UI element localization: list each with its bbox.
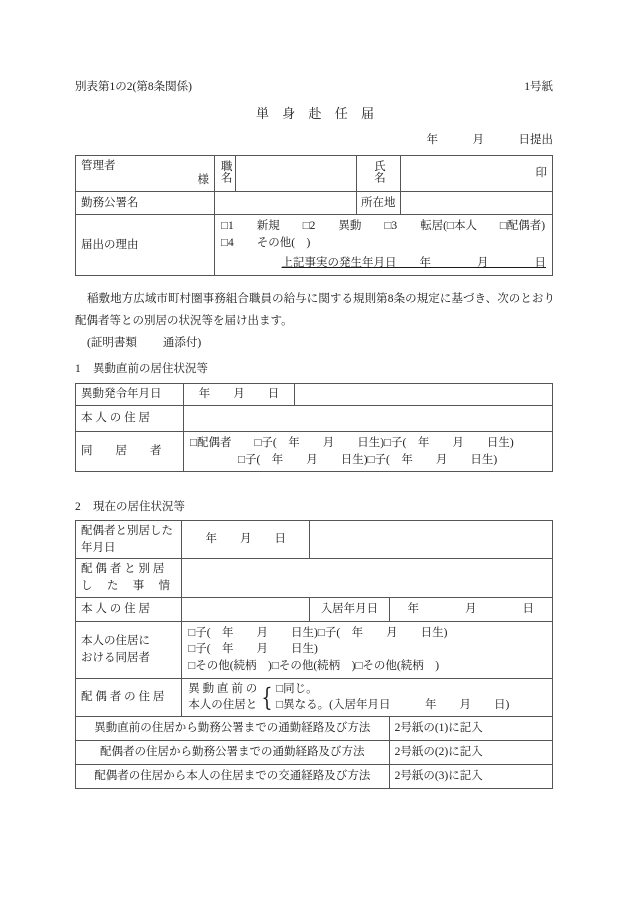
- spouse-residence-options[interactable]: [276, 681, 509, 714]
- cohabitant-cell[interactable]: [184, 432, 553, 472]
- manager-cell: [76, 156, 215, 192]
- route-value-3: 2号紙の(3)に記入: [389, 765, 552, 789]
- table-row: [76, 432, 553, 472]
- spouse-residence-lead: [188, 681, 257, 714]
- job-title-input-cell[interactable]: [236, 156, 357, 192]
- separation-date-label: 配偶者と別居した年月日: [76, 521, 182, 559]
- seal-label: 印: [535, 167, 547, 180]
- route-value-2: 2号紙の(2)に記入: [389, 741, 552, 765]
- name-label: 氏名: [373, 159, 385, 183]
- cohabitant-label: 同 居 者: [76, 432, 184, 472]
- separation-reason-input-cell[interactable]: [182, 559, 553, 597]
- spouse-residence-option-1[interactable]: □同じ。: [276, 682, 318, 695]
- route-label-1: 異動直前の住居から勤務公署までの通勤経路及び方法: [76, 717, 390, 741]
- name-label-cell: [357, 156, 401, 192]
- cohabitant-line-2[interactable]: □子( 年 月 日生): [188, 643, 318, 656]
- route-label-3: 配偶者の住居から本人の住居までの交通経路及び方法: [76, 765, 390, 789]
- table-row: [76, 192, 553, 215]
- table-row: [76, 521, 553, 559]
- separation-date-value[interactable]: 年 月 日: [182, 521, 310, 559]
- office-name-label: 勤務公署名: [76, 192, 215, 215]
- name-input-cell[interactable]: [400, 156, 553, 192]
- attachment-suffix: 通添付): [162, 337, 202, 349]
- order-date-value[interactable]: 年 月 日: [184, 384, 295, 406]
- own-residence-input-cell[interactable]: [182, 597, 310, 621]
- cohabitant-label-line-2: おける同居者: [81, 651, 150, 664]
- document-title: 単 身 赴 任 届: [255, 106, 379, 121]
- movein-date-label: 入居年月日: [310, 597, 389, 621]
- spouse-residence-option-2[interactable]: □異なる。(入居年月日 年 月 日): [276, 699, 510, 712]
- submission-date-line: 年 月 日提出: [426, 134, 553, 146]
- reason-option-line-1[interactable]: □1 新規 □2 異動 □3 転居(□本人 □配偶者): [221, 220, 546, 232]
- table-row: [76, 384, 553, 406]
- cohabitant-cell[interactable]: [182, 621, 553, 678]
- section-2-number: 2: [75, 501, 81, 513]
- administrator-table: [75, 155, 553, 276]
- separation-reason-label-line-2: し た 事 情: [81, 580, 171, 593]
- movein-date-value[interactable]: 年 月 日: [389, 597, 552, 621]
- table-row: [76, 156, 553, 192]
- body-paragraph: 稲敷地方広域市町村圏事務組合職員の給与に関する規則第8条の規定に基づき、次のとおり配偶者等との別居の状況等を届け出ます。: [75, 293, 555, 328]
- job-title-label-cell: [215, 156, 236, 192]
- location-input-cell[interactable]: [400, 192, 553, 215]
- table-row: [76, 597, 553, 621]
- section-1-table: [75, 383, 553, 472]
- separation-reason-label-line-1: 配 偶 者 と 別 居: [81, 563, 165, 576]
- manager-label: 管理者: [81, 160, 116, 173]
- cohabitant-line-3[interactable]: □その他(続柄 )□その他(続柄 )□その他(続柄 ): [188, 660, 440, 673]
- job-title-label: 職名: [219, 159, 232, 183]
- cohabitant-line-2[interactable]: □子( 年 月 日生)□子( 年 月 日生): [238, 453, 498, 466]
- cohabitant-label: [76, 621, 182, 678]
- brace-icon: {: [261, 682, 273, 712]
- section-1-title: 異動直前の居住状況等: [93, 363, 208, 375]
- table-row: [76, 717, 553, 741]
- form-reference: 別表第1の2(第8条関係): [75, 81, 192, 93]
- reason-cell[interactable]: [215, 215, 553, 276]
- spouse-residence-lead-line-1: 異 動 直 前 の: [188, 682, 258, 695]
- table-row: [76, 765, 553, 789]
- location-label: 所在地: [357, 192, 401, 215]
- table-row: [76, 621, 553, 678]
- section-2-table: [75, 520, 553, 789]
- cohabitant-label-line-1: 本人の住居に: [81, 635, 150, 648]
- route-label-2: 配偶者の住居から勤務公署までの通勤経路及び方法: [76, 741, 390, 765]
- spouse-residence-label: 配 偶 者 の 住 居: [76, 678, 182, 716]
- reason-label: 届出の理由: [76, 215, 215, 276]
- sheet-number: 1号紙: [524, 81, 553, 93]
- route-value-1: 2号紙の(1)に記入: [389, 717, 552, 741]
- section-1-number: 1: [75, 363, 81, 375]
- order-date-label: 異動発令年月日: [76, 384, 184, 406]
- section-2-heading: [75, 498, 185, 514]
- cohabitant-line-1[interactable]: □子( 年 月 日生)□子( 年 月 日生): [188, 626, 448, 639]
- table-row: [76, 678, 553, 716]
- table-row: [76, 741, 553, 765]
- attachment-prefix: (証明書類: [87, 337, 137, 349]
- own-residence-label: 本 人 の 住 居: [76, 406, 184, 432]
- empty-spacer-cell: [310, 521, 553, 559]
- manager-suffix: 様: [197, 174, 209, 186]
- office-name-input-cell[interactable]: [215, 192, 357, 215]
- table-row: [76, 215, 553, 276]
- attachment-note: [87, 334, 201, 350]
- empty-spacer-cell: [295, 384, 553, 406]
- section-2-title: 現在の居住状況等: [93, 501, 185, 513]
- spouse-residence-cell[interactable]: [182, 678, 553, 716]
- reason-option-line-2[interactable]: □4 その他( ): [221, 236, 311, 249]
- cohabitant-line-1[interactable]: □配偶者 □子( 年 月 日生)□子( 年 月 日生): [190, 437, 514, 449]
- occurrence-date-line[interactable]: 上記事実の発生年月日 年 月 日: [281, 257, 546, 270]
- header-row: [75, 78, 553, 94]
- separation-reason-label: [76, 559, 182, 597]
- spouse-residence-lead-line-2: 本人の住居と: [188, 699, 258, 712]
- section-1-heading: [75, 360, 208, 376]
- own-residence-input-cell[interactable]: [184, 406, 553, 432]
- table-row: [76, 559, 553, 597]
- own-residence-label: 本 人 の 住 居: [76, 597, 182, 621]
- table-row: [76, 406, 553, 432]
